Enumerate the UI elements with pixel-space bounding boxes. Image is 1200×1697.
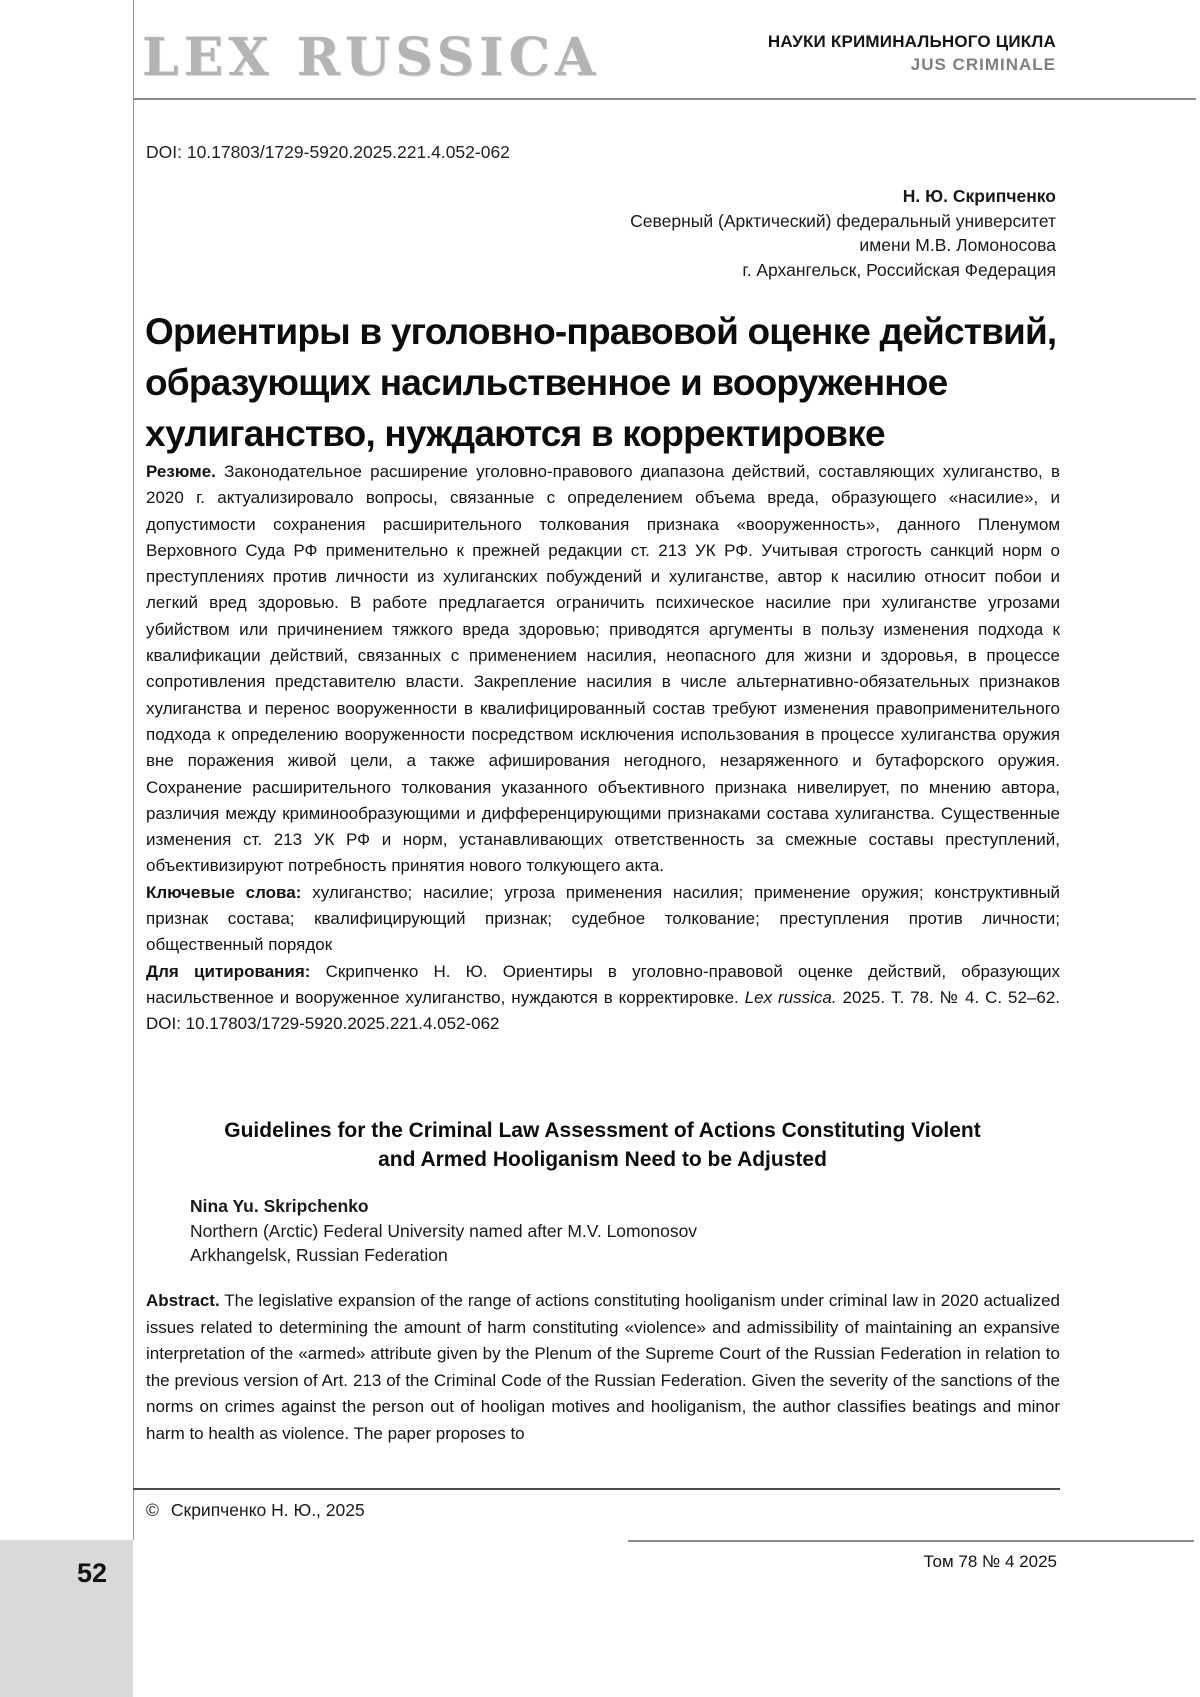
doi: DOI: 10.17803/1729-5920.2025.221.4.052-062	[146, 142, 510, 162]
abstract-label-en: Abstract.	[146, 1291, 220, 1310]
citation-text-ru: 2025. Т. 78. № 4. С. 52–62. DOI: 10.17803/1729-5920.2025.221.4.052-062	[146, 987, 1060, 1034]
keywords-label-ru: Ключевые слова:	[146, 882, 302, 902]
section-title-latin: JUS CRIMINALE	[910, 55, 1056, 74]
abstract-ru	[146, 459, 1060, 880]
citation-text-ru: Скрипченко Н. Ю. Ориентиры в уголовно-правовой оценке действий, образующих насильственное и вооруженное хулиганство, нуждаются в корректировке.	[146, 961, 1061, 1007]
copyright-line	[146, 1500, 365, 1521]
page-number: 52	[76, 1558, 107, 1588]
keywords-text-ru: хулиганство; насилие; угроза применения насилия; применение оружия; конструктивный признак состава; квалифицирующий признак; судебное толкование; преступления против личности; общественный порядок	[146, 882, 1060, 955]
article-title-ru-line: хулиганство, нуждаются в корректировке	[145, 413, 885, 454]
citation-label-ru: Для цитирования:	[146, 961, 311, 981]
copyright-text: Скрипченко Н. Ю., 2025	[170, 1500, 365, 1520]
article-title-ru-line: Ориентиры в уголовно-правовой оценке действий,	[145, 311, 1057, 352]
section-title-ru: НАУКИ КРИМИНАЛЬНОГО ЦИКЛА	[767, 32, 1056, 51]
citation-ru	[146, 959, 1060, 1038]
article-title-ru-line: образующих насильственное и вооруженное	[145, 362, 948, 403]
keywords-ru	[146, 880, 1060, 959]
abstract-text-ru: Законодательное расширение уголовно-правового диапазона действий, составляющих хулиганство, в 2020 г. актуализировало вопросы, связанные с определением объема вреда, образующего «насилие», и допустимости сохранения расширительного толкования признака «вооруженность», данного Пленумом Верховного Суда РФ применительно к прежней редакции ст. 213 УК РФ. Учитывая строгость санкций норм о преступлениях против личности из хулиганских побуждений и хулиганстве, автор к насилию относит побои и легкий вред здоровью. В работе предлагается ограничить психическое насилие при хулиганстве угрозами убийством или причинением тяжкого вреда здоровью; приводятся аргументы в пользу изменения подхода к квалификации действий, связанных с применением насилия, неопасного для жизни и здоровья, в процессе сопротивления представителю власти. Закрепление насилия в числе альтернативно-обязательных признаков хулиганства и перенос вооруженности в квалифицированный состав требуют изменения правоприменительного подхода к определению вооруженности посредством исключения использования в процессе хулиганства оружия вне поражения живой цели, а также афиширования негодного, незаряженного и бутафорского оружия. Сохранение расширительного толкования указанного объективного признака нивелирует, по мнению автора, различия между криминообразующими и дифференцирующими признаками состава хулиганства. Существенные изменения ст. 213 УК РФ и норм, устанавливающих ответственность за смежные составы преступлений, объективизируют потребность принятия нового толкующего акта.	[146, 462, 1060, 876]
author-name-en: Nina Yu. Skripchenko	[190, 1196, 369, 1216]
author-location-en: Arkhangelsk, Russian Federation	[190, 1245, 448, 1265]
header-rule	[133, 98, 1196, 100]
volume-issue: Том 78 № 4 2025	[923, 1552, 1057, 1571]
abstract-block-en	[146, 1288, 1060, 1448]
author-affiliation-ru: Северный (Арктический) федеральный университет	[630, 210, 1056, 231]
page-number-box	[0, 1540, 133, 1697]
copyright-icon: ©	[146, 1500, 159, 1520]
author-name-ru: Н. Ю. Скрипченко	[902, 186, 1056, 206]
citation-journal-name: Lex russica.	[744, 987, 837, 1007]
article-title-en	[145, 1116, 1060, 1174]
abstract-label-ru: Резюме.	[146, 462, 216, 481]
lex-russica-logo: LEX RUSSICA	[142, 27, 601, 88]
author-affiliation-en: Northern (Arctic) Federal University named after M.V. Lomonosov	[190, 1220, 698, 1241]
author-block-ru	[630, 184, 1056, 282]
left-margin-rule	[133, 0, 134, 1540]
author-block-en	[190, 1194, 697, 1268]
author-location-ru: г. Архангельск, Российская Федерация	[742, 259, 1056, 280]
abstract-block-ru	[146, 459, 1060, 1038]
copyright-rule	[133, 1488, 1060, 1490]
author-affiliation-ru: имени М.В. Ломоносова	[859, 235, 1056, 255]
article-title-ru	[145, 306, 1075, 459]
article-title-en-line: Guidelines for the Criminal Law Assessment of Actions Constituting Violent	[224, 1119, 981, 1142]
article-title-en-line: and Armed Hooliganism Need to be Adjusted	[378, 1148, 827, 1171]
header-section	[768, 30, 1056, 76]
volume-rule	[628, 1540, 1194, 1542]
abstract-text-en: The legislative expansion of the range of actions constituting hooliganism under criminal law in 2020 actualized issues related to determining the amount of harm constituting «violence» and admissibility of maintaining an expansive interpretation of the «armed» attribute given by the Plenum of the Supreme Court of the Russian Federation in relation to the previous version of Art. 213 of the Criminal Code of the Russian Federation. Given the severity of the sanctions of the norms on crimes against the person out of hooligan motives and hooliganism, the author classifies beatings and minor harm to health as violence. The paper proposes to	[146, 1291, 1060, 1443]
